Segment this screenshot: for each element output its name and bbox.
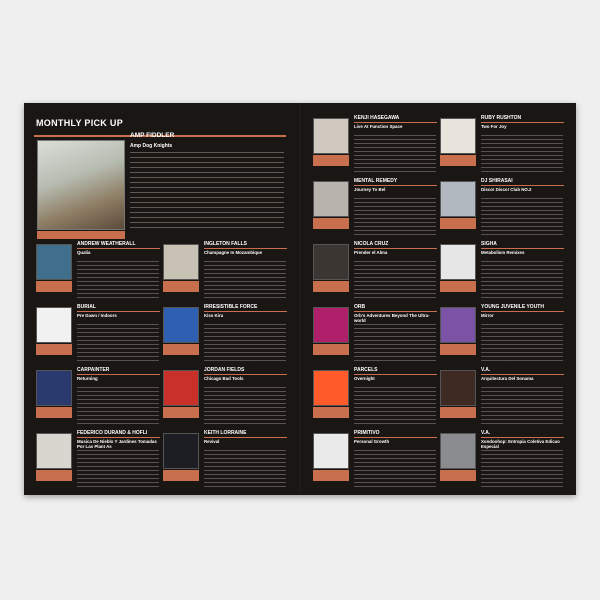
cover-caption-bar xyxy=(36,281,72,292)
cover-caption-bar xyxy=(313,281,349,292)
review-title: Personal Growth xyxy=(354,439,390,444)
feature-cover xyxy=(37,140,125,230)
album-cover xyxy=(313,244,349,280)
review-artist: V.A. xyxy=(481,430,491,436)
album-cover xyxy=(163,307,199,343)
review-artist: CARPAINTER xyxy=(77,367,110,373)
artist-underline xyxy=(354,185,437,186)
cover-caption-bar xyxy=(163,281,199,292)
review-entry xyxy=(313,430,437,488)
artist-underline xyxy=(77,437,160,438)
review-artist: SIGHA xyxy=(481,241,497,247)
review-body-text xyxy=(481,135,563,173)
artist-underline xyxy=(354,311,437,312)
review-body-text xyxy=(481,387,563,425)
artist-underline xyxy=(204,437,287,438)
album-cover xyxy=(36,307,72,343)
cover-caption-bar xyxy=(440,218,476,229)
review-entry xyxy=(163,367,287,425)
review-title: Metabolism Remixes xyxy=(481,250,525,255)
cover-caption-bar xyxy=(440,344,476,355)
review-title: Chicago Bad Tools xyxy=(204,376,244,381)
review-artist: DJ SHIRASAI xyxy=(481,178,513,184)
review-title: Revival xyxy=(204,439,220,444)
review-title: Pre Dawn / Indoors xyxy=(77,313,117,318)
review-body-text xyxy=(481,261,563,299)
cover-caption-bar xyxy=(440,281,476,292)
review-entry xyxy=(313,241,437,299)
artist-underline xyxy=(77,248,160,249)
review-title: Kiss Kiru xyxy=(204,313,224,318)
review-body-text xyxy=(354,387,436,425)
section-title: MONTHLY PICK UP xyxy=(36,118,124,128)
artist-underline xyxy=(354,248,437,249)
review-title: Overnight xyxy=(354,376,375,381)
cover-caption-bar xyxy=(440,407,476,418)
review-body-text xyxy=(354,324,436,362)
review-entry xyxy=(440,241,564,299)
review-entry xyxy=(36,430,160,488)
artist-underline xyxy=(354,122,437,123)
review-entry xyxy=(163,241,287,299)
review-entry xyxy=(440,367,564,425)
cover-caption-bar xyxy=(36,407,72,418)
artist-underline xyxy=(481,311,564,312)
review-title: Live At Function Space xyxy=(354,124,403,129)
review-body-text xyxy=(77,261,159,299)
review-artist: INGLETON FALLS xyxy=(204,241,247,247)
album-cover xyxy=(440,307,476,343)
cover-caption-bar xyxy=(313,155,349,166)
artist-underline xyxy=(354,437,437,438)
feature-title: Amp Dog Knights xyxy=(130,143,173,149)
review-entry xyxy=(440,178,564,236)
artist-underline xyxy=(481,437,564,438)
album-cover xyxy=(313,118,349,154)
artist-underline xyxy=(204,248,287,249)
review-artist: ANDREW WEATHERALL xyxy=(77,241,136,247)
feature-body xyxy=(130,152,284,230)
album-cover xyxy=(36,433,72,469)
review-title: Arquitectura Del Sonama xyxy=(481,376,534,381)
review-title: Xondoohop: Entropia Coletiva Edicao Especial xyxy=(481,439,560,449)
album-cover xyxy=(440,181,476,217)
album-cover xyxy=(36,244,72,280)
feature-caption-bar xyxy=(37,231,125,239)
album-cover xyxy=(163,433,199,469)
review-artist: RUBY RUSHTON xyxy=(481,115,522,121)
album-cover xyxy=(163,244,199,280)
cover-caption-bar xyxy=(163,470,199,481)
artist-underline xyxy=(481,122,564,123)
cover-caption-bar xyxy=(440,155,476,166)
feature-artist: AMP FIDDLER xyxy=(130,132,175,139)
album-cover xyxy=(440,244,476,280)
cover-caption-bar xyxy=(36,470,72,481)
review-entry xyxy=(36,241,160,299)
review-entry xyxy=(313,178,437,236)
album-cover xyxy=(440,370,476,406)
review-entry xyxy=(163,304,287,362)
review-body-text xyxy=(354,198,436,236)
review-artist: JORDAN FIELDS xyxy=(204,367,245,373)
review-body-text xyxy=(204,450,286,488)
cover-caption-bar xyxy=(440,470,476,481)
album-cover xyxy=(313,307,349,343)
review-artist: ORB xyxy=(354,304,366,310)
artist-underline xyxy=(204,374,287,375)
review-title: Champagne In Mozambique xyxy=(204,250,263,255)
album-cover xyxy=(440,118,476,154)
review-title: Orb's Adventures Beyond The Ultra-world xyxy=(354,313,430,323)
review-body-text xyxy=(204,324,286,362)
review-body-text xyxy=(481,198,563,236)
review-body-text xyxy=(354,261,436,299)
review-title: Qualia xyxy=(77,250,91,255)
review-title: Mirror xyxy=(481,313,494,318)
cover-caption-bar xyxy=(313,218,349,229)
review-title: Journey To Bel xyxy=(354,187,386,192)
review-body-text xyxy=(77,450,159,488)
review-artist: YOUNG JUVENILE YOUTH xyxy=(481,304,544,310)
review-title: Disco! Disco! Club NO.2 xyxy=(481,187,532,192)
review-entry xyxy=(440,115,564,173)
artist-underline xyxy=(481,185,564,186)
review-title: Two For Joy xyxy=(481,124,507,129)
album-cover xyxy=(313,181,349,217)
review-title: Prender el Alma xyxy=(354,250,388,255)
review-body-text xyxy=(354,135,436,173)
review-entry xyxy=(313,304,437,362)
review-entry xyxy=(36,367,160,425)
album-cover xyxy=(163,370,199,406)
cover-caption-bar xyxy=(36,344,72,355)
review-body-text xyxy=(77,324,159,362)
spread-fold xyxy=(299,103,301,495)
review-artist: V.A. xyxy=(481,367,491,373)
review-artist: BURIAL xyxy=(77,304,96,310)
artist-underline xyxy=(354,374,437,375)
cover-caption-bar xyxy=(163,344,199,355)
artist-underline xyxy=(77,374,160,375)
review-entry xyxy=(313,367,437,425)
artist-underline xyxy=(204,311,287,312)
review-artist: MENTAL REMEDY xyxy=(354,178,398,184)
review-artist: KENJI HASEGAWA xyxy=(354,115,400,121)
artist-underline xyxy=(481,374,564,375)
artist-underline xyxy=(77,311,160,312)
review-artist: PARCELS xyxy=(354,367,378,373)
artist-underline xyxy=(481,248,564,249)
album-cover xyxy=(440,433,476,469)
review-artist: KEITH LORRAINE xyxy=(204,430,247,436)
review-artist: FEDERICO DURAND & HOFLI xyxy=(77,430,148,436)
cover-caption-bar xyxy=(313,470,349,481)
review-title: Musica De Nieblo Y Jardines Tomadas Por Las Plant As xyxy=(77,439,157,449)
review-title: Returning xyxy=(77,376,98,381)
review-body-text xyxy=(354,450,436,488)
album-cover xyxy=(313,433,349,469)
album-cover xyxy=(36,370,72,406)
review-entry xyxy=(313,115,437,173)
review-body-text xyxy=(204,387,286,425)
review-body-text xyxy=(481,450,563,488)
review-entry xyxy=(440,304,564,362)
review-body-text xyxy=(204,261,286,299)
review-entry xyxy=(36,304,160,362)
review-artist: PRIMITIVO xyxy=(354,430,380,436)
review-artist: IRRESISTIBLE FORCE xyxy=(204,304,258,310)
cover-caption-bar xyxy=(163,407,199,418)
review-body-text xyxy=(77,387,159,425)
album-cover xyxy=(313,370,349,406)
review-artist: NICOLA CRUZ xyxy=(354,241,389,247)
review-entry xyxy=(163,430,287,488)
review-body-text xyxy=(481,324,563,362)
cover-caption-bar xyxy=(313,344,349,355)
cover-caption-bar xyxy=(313,407,349,418)
review-entry xyxy=(440,430,564,488)
